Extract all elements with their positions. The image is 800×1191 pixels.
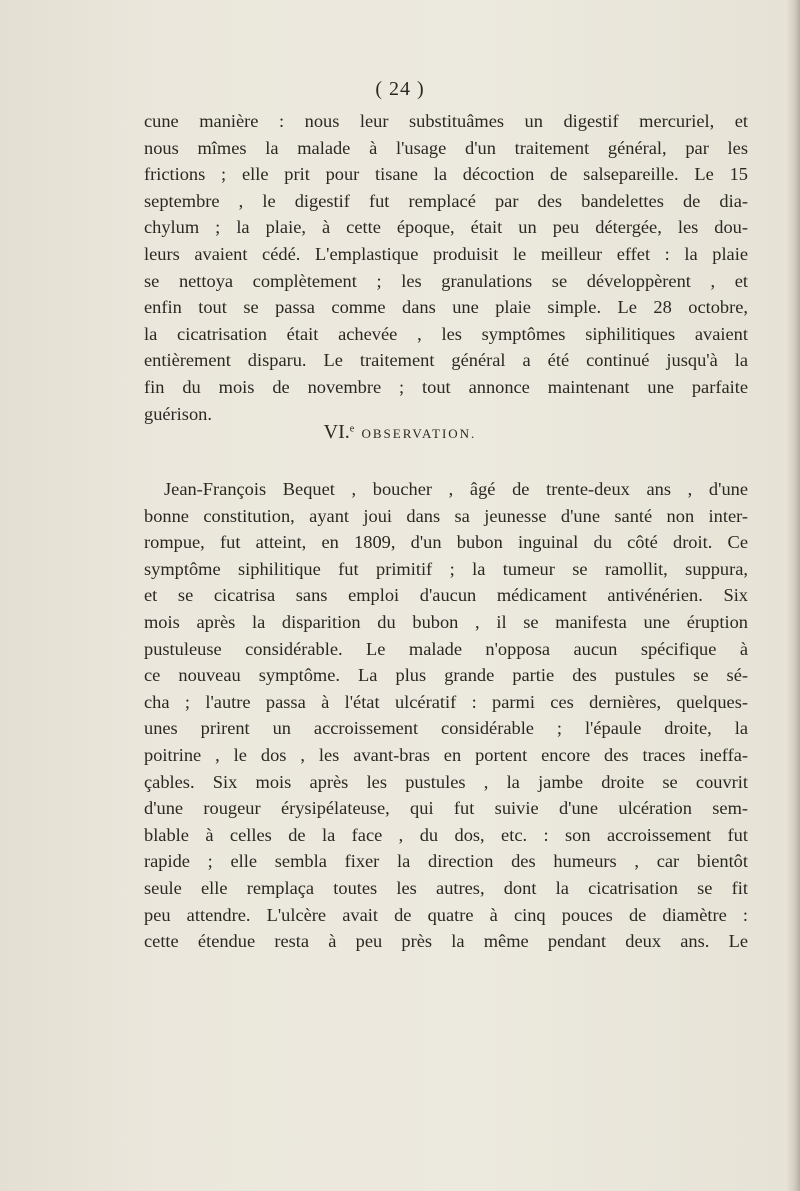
text-line: pustuleuse considérable. Le malade n'opposa aucun spécifique à xyxy=(144,638,748,659)
text-line: cha ; l'autre passa à l'état ulcératif : parmi ces dernières, quelques- xyxy=(144,691,748,712)
paragraph-continuation xyxy=(144,108,748,427)
page-number: ( 24 ) xyxy=(375,78,425,100)
text-line: Jean-François Bequet , boucher , âgé de trente-deux ans , d'une xyxy=(164,479,748,499)
text-line: blable à celles de la face , du dos, etc. : son accroissement fut xyxy=(144,824,748,845)
text-line: çables. Six mois après les pustules , la jambe droite se couvrit xyxy=(144,771,748,792)
text-line: poitrine , le dos , les avant-bras en portent encore des traces ineffa- xyxy=(144,744,748,765)
text-line: se nettoya complètement ; les granulations se développèrent , et xyxy=(144,270,748,291)
text-line: bonne constitution, ayant joui dans sa jeunesse d'une santé non inter- xyxy=(144,505,748,526)
text-line: cune manière : nous leur substituâmes un digestif mercuriel, et xyxy=(144,111,748,131)
section-word: OBSERVATION. xyxy=(361,426,477,441)
text-line: septembre , le digestif fut remplacé par des bandelettes de dia- xyxy=(144,190,748,211)
text-line: d'une rougeur érysipélateuse, qui fut suivie d'une ulcération sem- xyxy=(144,798,748,819)
text-line: frictions ; elle prit pour tisane la décoction de salsepareille. Le 15 xyxy=(144,164,748,185)
text-line: ce nouveau symptôme. La plus grande partie des pustules se sé- xyxy=(144,665,748,686)
text-line: entièrement disparu. Le traitement général a été continué jusqu'à la xyxy=(144,350,748,371)
text-line: mois après la disparition du bubon , il se manifesta une éruption xyxy=(144,611,748,632)
text-line: guérison. xyxy=(144,403,212,424)
text-line: rompue, fut atteint, en 1809, d'un bubon inguinal du côté droit. Ce xyxy=(144,532,748,553)
section-number-superscript: e xyxy=(349,423,356,435)
text-line: leurs avaient cédé. L'emplastique produisit le meilleur effet : la plaie xyxy=(144,243,748,264)
text-line: nous mîmes la malade à l'usage d'un traitement général, par les xyxy=(144,137,748,158)
text-line: unes prirent un accroissement considérable ; l'épaule droite, la xyxy=(144,718,748,739)
section-number: VI. xyxy=(323,421,350,443)
text-line: la cicatrisation était achevée , les symptômes siphilitiques avaient xyxy=(144,323,748,344)
text-line: peu attendre. L'ulcère avait de quatre à cinq pouces de diamètre : xyxy=(144,904,748,925)
text-line: symptôme siphilitique fut primitif ; la tumeur se ramollit, suppura, xyxy=(144,558,748,579)
observation-paragraph xyxy=(144,476,748,955)
text-line: et se cicatrisa sans emploi d'aucun médicament antivénérien. Six xyxy=(144,585,748,606)
text-line: fin du mois de novembre ; tout annonce maintenant une parfaite xyxy=(144,376,748,397)
page-edge-shadow xyxy=(786,0,800,1191)
text-line: enfin tout se passa comme dans une plaie simple. Le 28 octobre, xyxy=(144,297,748,318)
text-line: chylum ; la plaie, à cette époque, était un peu détergée, les dou- xyxy=(144,217,748,238)
text-line: seule elle remplaça toutes les autres, dont la cicatrisation se fit xyxy=(144,877,748,898)
text-line: cette étendue resta à peu près la même pendant deux ans. Le xyxy=(144,931,748,952)
section-heading xyxy=(0,421,800,444)
text-line: rapide ; elle sembla fixer la direction des humeurs , car bientôt xyxy=(144,851,748,872)
